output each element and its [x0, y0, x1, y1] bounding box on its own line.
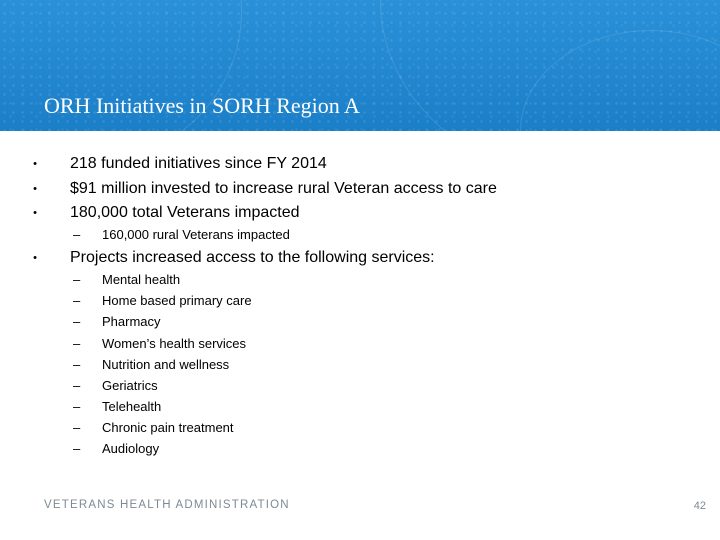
sub-bullet-text: 160,000 rural Veterans impacted: [102, 227, 290, 242]
bullet-marker: •: [33, 158, 37, 170]
page-number: 42: [693, 500, 706, 512]
sub-bullet-marker: –: [73, 272, 81, 287]
service-label: Mental health: [102, 272, 181, 287]
service-label: Women’s health services: [102, 336, 247, 351]
sub-bullet-marker: –: [73, 378, 81, 393]
sub-bullet-marker: –: [73, 441, 81, 456]
sub-bullet-marker: –: [73, 227, 81, 242]
sub-bullet-marker: –: [73, 314, 81, 329]
service-label: Nutrition and wellness: [102, 357, 230, 372]
sub-bullet-marker: –: [73, 293, 81, 308]
bullet-text: $91 million invested to increase rural Veteran access to care: [70, 180, 497, 197]
sub-bullet-marker: –: [73, 399, 81, 414]
service-label: Chronic pain treatment: [102, 420, 234, 435]
sub-bullet-marker: –: [73, 336, 81, 351]
footer-organization: VETERANS HEALTH ADMINISTRATION: [44, 499, 290, 511]
sub-bullet-marker: –: [73, 357, 81, 372]
slide-title: ORH Initiatives in SORH Region A: [44, 93, 360, 118]
bullet-text: Projects increased access to the following services:: [70, 249, 435, 266]
bullet-text: 218 funded initiatives since FY 2014: [70, 155, 327, 172]
bullet-marker: •: [33, 207, 37, 219]
service-label: Audiology: [102, 441, 160, 456]
service-label: Home based primary care: [102, 293, 252, 308]
service-label: Geriatrics: [102, 378, 158, 393]
service-label: Telehealth: [102, 399, 162, 414]
sub-bullet-marker: –: [73, 420, 81, 435]
bullet-marker: •: [33, 252, 37, 264]
bullet-text: 180,000 total Veterans impacted: [70, 204, 300, 221]
service-label: Pharmacy: [102, 314, 161, 329]
bullet-marker: •: [33, 183, 37, 195]
